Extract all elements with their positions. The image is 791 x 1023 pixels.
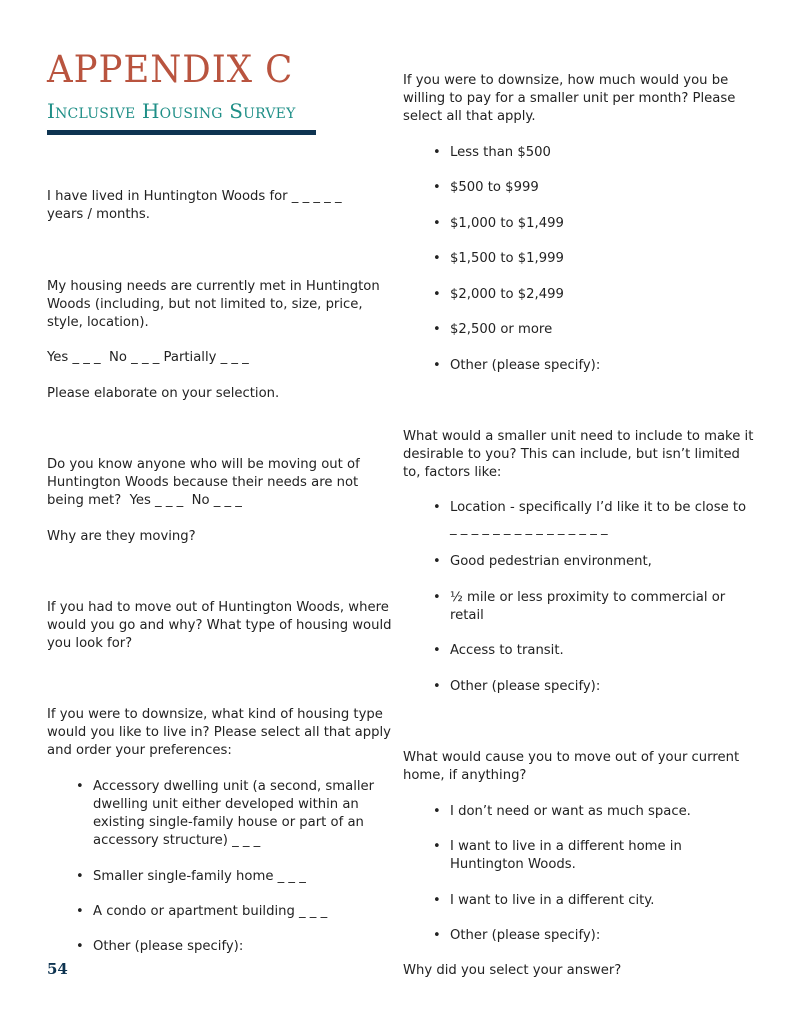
list-item-price-range [433, 321, 750, 339]
list-item-label: ½ mile or less proximity to commercial or retail [450, 590, 726, 623]
right-column [403, 0, 763, 1023]
list-item-unit-feature [433, 499, 760, 517]
list-item-label: A condo or apartment building _ _ _ [93, 904, 328, 919]
bullet-icon: • [433, 322, 441, 337]
question-needs-met: My housing needs are currently met in Huntington Woods (including, but not limited to, size, price, style, location). [47, 279, 380, 330]
bullet-icon: • [433, 251, 441, 266]
bullet-icon: • [433, 358, 441, 373]
list-item-label: I want to live in a different home in Huntington Woods. [450, 839, 682, 872]
title-divider [47, 130, 316, 135]
list-item-price-range [433, 144, 750, 162]
bullet-icon: • [433, 145, 441, 160]
list-item-label: I don’t need or want as much space. [450, 804, 691, 819]
bullet-icon: • [433, 287, 441, 302]
question-where-would-you-go: If you had to move out of Huntington Woods, where would you go and why? What type of housing would you look for? [47, 600, 392, 651]
list-item-label: Location - specifically I’d like it to be close to [450, 500, 747, 515]
page-subtitle: Inclusive Housing Survey [47, 99, 296, 123]
list-item-label: I want to live in a different city. [450, 893, 655, 908]
bullet-icon: • [433, 679, 441, 694]
location-blank-line: _ _ _ _ _ _ _ _ _ _ _ _ _ _ _ [450, 521, 608, 536]
list-item-unit-feature [433, 589, 750, 625]
bullet-icon: • [433, 500, 441, 515]
bullet-icon: • [433, 180, 441, 195]
list-item-move-reason [433, 803, 710, 821]
bullet-icon: • [433, 893, 441, 908]
page-number: 54 [47, 960, 68, 978]
list-item-label: Accessory dwelling unit (a second, smaller dwelling unit either developed within an existing single-family house or part of an accessory structure) _ _ _ [93, 779, 375, 848]
needs-met-options: Yes _ _ _ No _ _ _ Partially _ _ _ [47, 350, 249, 365]
bullet-icon: • [433, 216, 441, 231]
list-item-housing-type [76, 938, 383, 956]
why-answer-followup: Why did you select your answer? [403, 963, 622, 978]
list-item-housing-type [76, 778, 383, 850]
bullet-icon: • [433, 643, 441, 658]
list-item-move-reason [433, 927, 710, 945]
list-item-label: Other (please specify): [450, 679, 601, 694]
list-item-label: Other (please specify): [450, 928, 601, 943]
list-item-price-range [433, 179, 750, 197]
list-item-unit-feature [433, 642, 750, 660]
list-item-label: Smaller single-family home _ _ _ [93, 869, 306, 884]
list-item-unit-feature [433, 678, 750, 696]
bullet-icon: • [76, 939, 84, 954]
list-item-unit-feature [433, 553, 760, 571]
list-item-price-range [433, 286, 750, 304]
list-item-label: $1,000 to $1,499 [450, 216, 564, 231]
bullet-icon: • [76, 869, 84, 884]
question-cause-to-move: What would cause you to move out of your current home, if anything? [403, 750, 740, 783]
list-item-label: Less than $500 [450, 145, 551, 160]
list-item-housing-type [76, 868, 383, 886]
list-item-move-reason [433, 838, 710, 874]
bullet-icon: • [433, 839, 441, 854]
list-item-label: Other (please specify): [450, 358, 601, 373]
question-know-anyone-moving: Do you know anyone who will be moving out of Huntington Woods because their needs are not being met? Yes _ _ _ No _ _ _ [47, 457, 364, 508]
bullet-icon: • [433, 590, 441, 605]
bullet-icon: • [76, 904, 84, 919]
list-item-label: Other (please specify): [93, 939, 244, 954]
question-years-lived: I have lived in Huntington Woods for _ _ _ _ _ years / months. [47, 189, 342, 222]
page-title: APPENDIX C [47, 48, 294, 91]
why-moving-followup: Why are they moving? [47, 529, 196, 544]
needs-met-followup: Please elaborate on your selection. [47, 386, 280, 401]
bullet-icon: • [433, 928, 441, 943]
question-unit-features: What would a smaller unit need to include to make it desirable to you? This can include, but isn’t limited to, factors like: [403, 429, 754, 480]
list-item-housing-type [76, 903, 383, 921]
question-willing-to-pay: If you were to downsize, how much would you be willing to pay for a smaller unit per month? Please select all that apply. [403, 73, 736, 124]
left-column [47, 0, 392, 1023]
list-item-label: Access to transit. [450, 643, 564, 658]
question-housing-type: If you were to downsize, what kind of housing type would you like to live in? Please select all that apply and order your preferences: [47, 707, 391, 758]
list-item-label: $500 to $999 [450, 180, 539, 195]
bullet-icon: • [76, 779, 84, 794]
list-item-price-range [433, 250, 750, 268]
list-item-label: $2,500 or more [450, 322, 553, 337]
bullet-icon: • [433, 554, 441, 569]
list-item-move-reason [433, 892, 710, 910]
list-item-label: Good pedestrian environment, [450, 554, 652, 569]
list-item-price-range [433, 357, 750, 375]
bullet-icon: • [433, 804, 441, 819]
list-item-label: $2,000 to $2,499 [450, 287, 564, 302]
list-item-price-range [433, 215, 750, 233]
list-item-label: $1,500 to $1,999 [450, 251, 564, 266]
